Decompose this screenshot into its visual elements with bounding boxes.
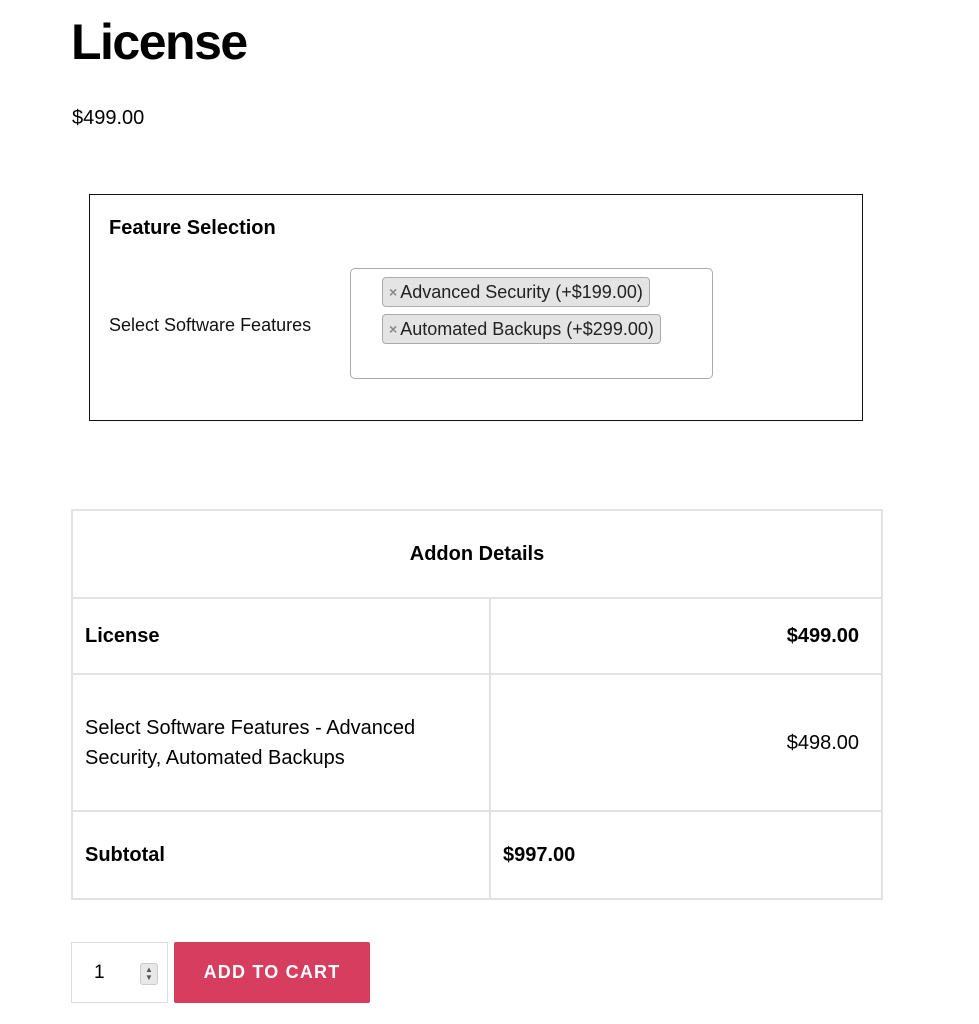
selected-feature-chip [382,314,661,344]
features-multiselect[interactable] [350,268,713,379]
table-row [72,598,882,674]
row-label: License [72,598,490,674]
select-features-label: Select Software Features [109,315,312,335]
addon-details-header: Addon Details [72,510,882,598]
quantity-stepper[interactable] [71,942,168,1003]
feature-selection-panel [89,194,863,421]
subtotal-label: Subtotal [72,811,490,899]
add-to-cart-button[interactable]: ADD TO CART [174,942,370,1003]
chip-label: Automated Backups (+$299.00) [400,318,654,339]
addon-details-table [71,509,883,900]
selected-feature-chip [382,277,650,307]
remove-chip-icon[interactable]: × [389,321,398,337]
table-row [72,811,882,899]
chip-label: Advanced Security (+$199.00) [400,281,643,302]
row-label: Select Software Features - Advanced Security, Automated Backups [72,674,490,811]
feature-selection-heading: Feature Selection [109,217,276,239]
product-price: $499.00 [72,107,145,129]
subtotal-value: $997.00 [490,811,882,899]
table-row [72,674,882,811]
remove-chip-icon[interactable]: × [389,284,398,300]
row-value: $499.00 [490,598,882,674]
row-value: $498.00 [490,674,882,811]
product-title: License [71,14,247,70]
quantity-value[interactable]: 1 [94,962,105,983]
stepper-arrows-icon[interactable]: ▲ ▼ [140,963,158,985]
